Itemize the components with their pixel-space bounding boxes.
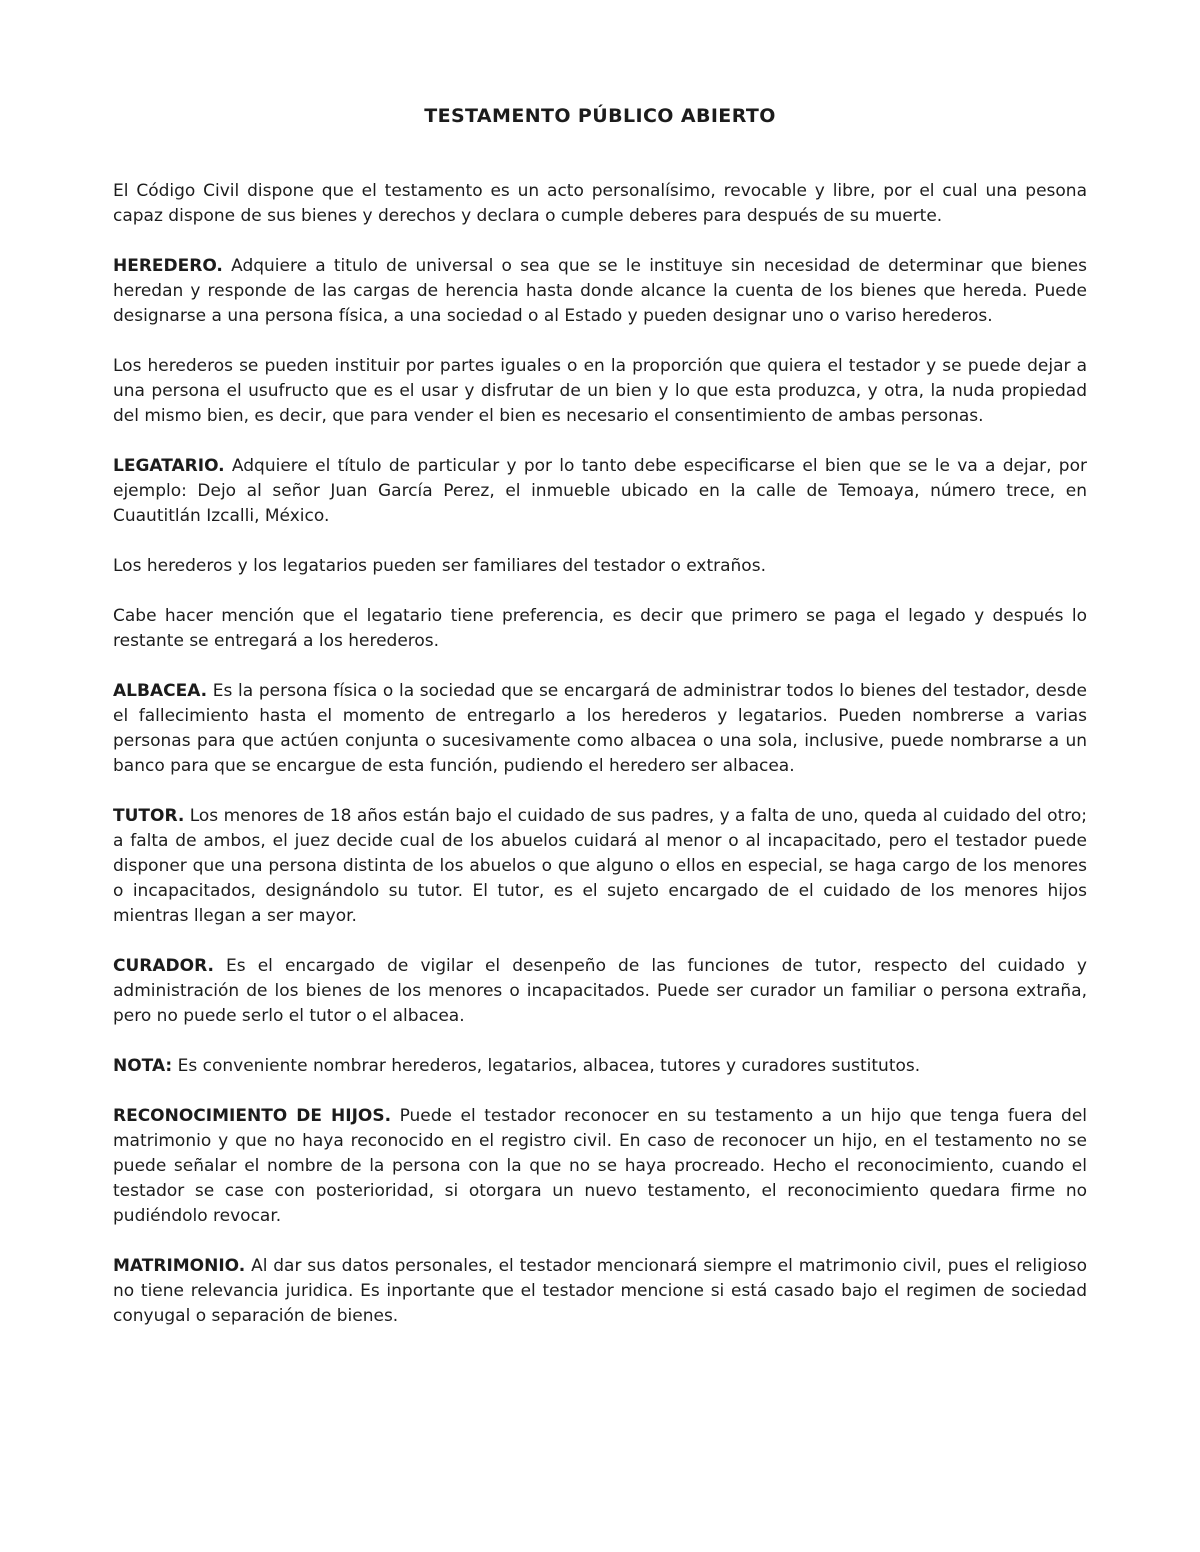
section-lead: RECONOCIMIENTO DE HIJOS. [113,1106,392,1126]
section-text: Es el encargado de vigilar el desenpeño de las funciones de tutor, respecto del cuidado y administración de los bienes de los menores o incapacitados. Puede ser curador un familiar o persona extraña, pero no puede serlo el tutor o el albacea. [113,956,1087,1026]
intro-paragraph [113,179,1087,229]
document-title: TESTAMENTO PÚBLICO ABIERTO [424,105,776,127]
legatario-paragraph [113,454,1087,529]
section-text: Es conveniente nombrar herederos, legatarios, albacea, tutores y curadores sustitutos. [172,1056,921,1076]
reconocimiento-hijos-paragraph [113,1104,1087,1229]
section-lead: NOTA: [113,1056,173,1076]
section-text: Puede el testador reconocer en su testamento a un hijo que tenga fuera del matrimonio y que no haya reconocido en el registro civil. En caso de reconocer un hijo, en el testamento no se puede señalar el nombre de la persona con la que no se haya procreado. Hecho el reconocimiento, cuando el testador se case con posterioridad, si otorgara un nuevo testamento, el reconocimiento quedara firme no pudiéndolo revocar. [113,1106,1087,1226]
matrimonio-paragraph [113,1254,1087,1329]
familiares-paragraph [113,554,1087,579]
heredero-paragraph [113,254,1087,329]
herederos-institucion-paragraph [113,354,1087,429]
section-lead: TUTOR. [113,806,185,826]
nota-paragraph [113,1054,1087,1079]
section-text: El Código Civil dispone que el testamento es un acto personalísimo, revocable y libre, por el cual una pesona capaz dispone de sus bienes y derechos y declara o cumple deberes para después de su muerte. [113,181,1087,226]
section-lead: LEGATARIO. [113,456,225,476]
section-lead: MATRIMONIO. [113,1256,246,1276]
albacea-paragraph [113,679,1087,779]
preferencia-legatario-paragraph [113,604,1087,654]
section-text: Los herederos y los legatarios pueden ser familiares del testador o extraños. [113,556,766,576]
section-lead: ALBACEA. [113,681,208,701]
section-text: Adquiere el título de particular y por lo tanto debe especificarse el bien que se le va a dejar, por ejemplo: Dejo al señor Juan García Perez, el inmueble ubicado en la calle de Temoaya, número trece, en Cuautitlán Izcalli, México. [113,456,1087,526]
section-text: Adquiere a titulo de universal o sea que se le instituye sin necesidad de determinar que bienes heredan y responde de las cargas de herencia hasta donde alcance la cuenta de los bienes que hereda. Puede designarse a una persona física, a una sociedad o al Estado y pueden designar uno o variso herederos. [113,256,1087,326]
section-lead: CURADOR. [113,956,214,976]
section-text: Es la persona física o la sociedad que se encargará de administrar todos lo bienes del testador, desde el fallecimiento hasta el momento de entregarlo a los herederos y legatarios. Pueden nombrerse a varias personas para que actúen conjunta o sucesivamente como albacea o una sola, inclusive, puede nombrarse a un banco para que se encargue de esta función, pudiendo el heredero ser albacea. [113,681,1087,776]
section-lead: HEREDERO. [113,256,223,276]
section-text: Los menores de 18 años están bajo el cuidado de sus padres, y a falta de uno, queda al cuidado del otro; a falta de ambos, el juez decide cual de los abuelos cuidará al menor o al incapacitado, pero el testador puede disponer que una persona distinta de los abuelos o que alguno o ellos en especial, se haga cargo de los menores o incapacitados, designándolo su tutor. El tutor, es el sujeto encargado de el cuidado de los menores hijos mientras llegan a ser mayor. [113,806,1087,926]
curador-paragraph [113,954,1087,1029]
tutor-paragraph [113,804,1087,929]
section-text: Los herederos se pueden instituir por partes iguales o en la proporción que quiera el testador y se puede dejar a una persona el usufructo que es el usar y disfrutar de un bien y lo que esta produzca, y otra, la nuda propiedad del mismo bien, es decir, que para vender el bien es necesario el consentimiento de ambas personas. [113,356,1087,426]
section-text: Al dar sus datos personales, el testador mencionará siempre el matrimonio civil, pues el religioso no tiene relevancia juridica. Es inportante que el testador mencione si está casado bajo el regimen de sociedad conyugal o separación de bienes. [113,1256,1087,1326]
section-text: Cabe hacer mención que el legatario tiene preferencia, es decir que primero se paga el legado y después lo restante se entregará a los herederos. [113,606,1087,651]
